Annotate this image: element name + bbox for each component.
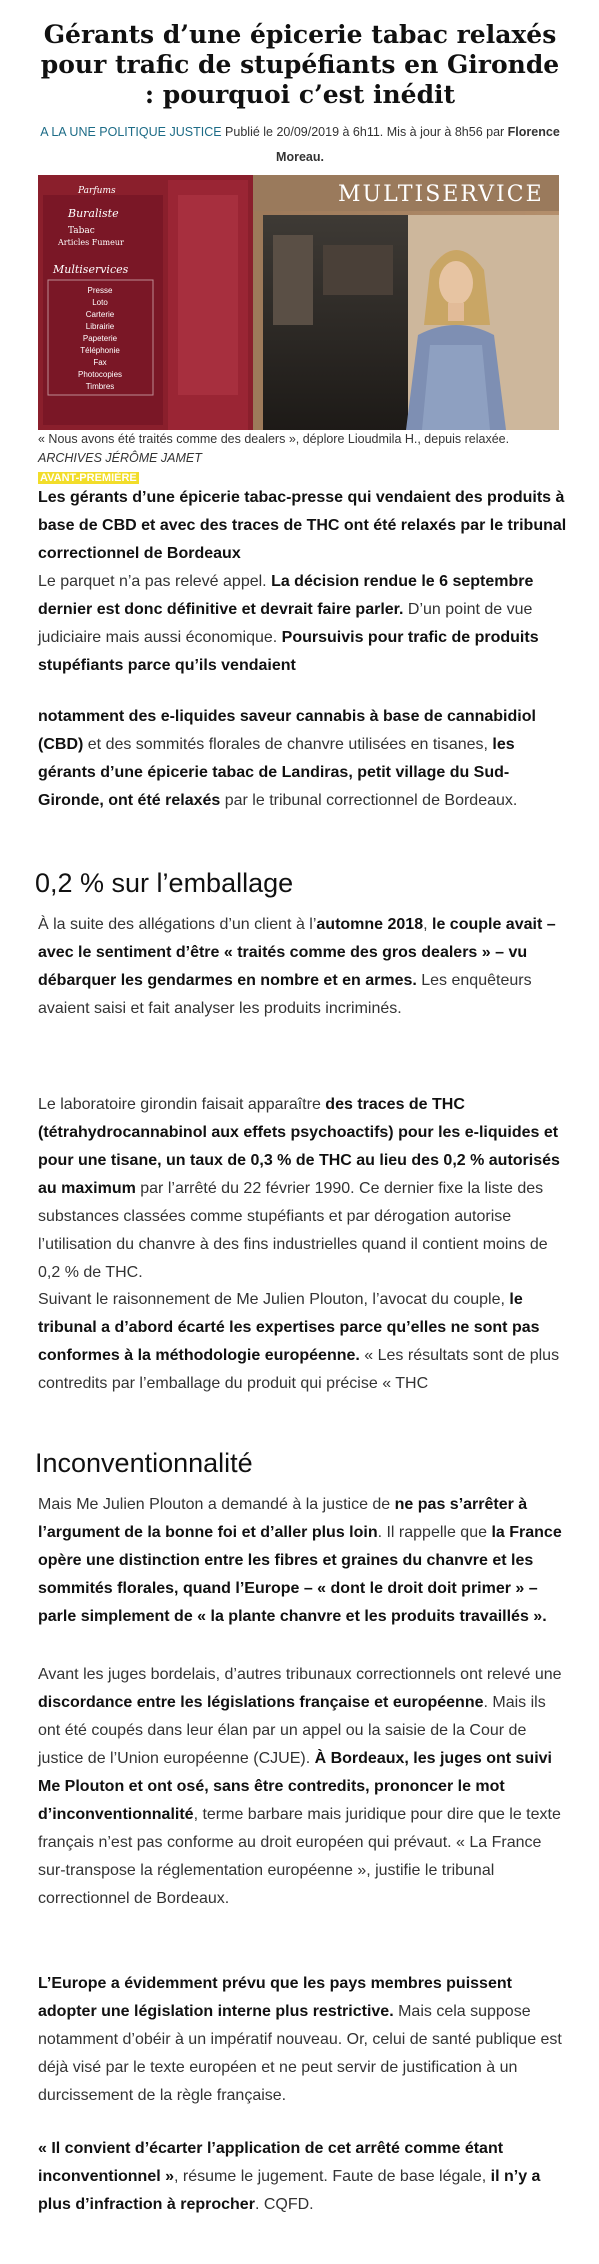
bold-text: le tribunal a d’abord écarté les expertises parce qu’elles ne sont pas conformes à la méthodologie européenne. — [38, 1291, 540, 1364]
caption-credit: ARCHIVES JÉRÔME JAMET — [38, 451, 202, 465]
bold-text: le couple avait – avec le sentiment d’être « traités comme des gros dealers » – vu débarquer les gendarmes en nombre et en armes. — [38, 916, 556, 989]
text-run: D’un point de vue judiciaire mais aussi économique. — [38, 601, 533, 646]
text-run: Le laboratoire girondin faisait apparaître — [38, 1096, 326, 1113]
author-name[interactable]: Florence Moreau. — [276, 125, 560, 164]
window-label: Parfums — [78, 186, 116, 196]
text-run: , terme barbare mais juridique pour dire que le texte français n’est pas conforme au droit européen qui prévaut. « La France sur-transpose la réglementation européenne », justifie le tribunal correctionnel de Bordeaux. — [38, 1806, 561, 1907]
caption-text: « Nous avons été traités comme des dealers », déplore Lioudmila H., depuis relaxée. — [38, 432, 510, 446]
paragraph — [38, 911, 568, 1023]
window-label: Multiservices — [53, 263, 129, 276]
paragraph — [38, 1091, 568, 1287]
bold-text: « Il convient d’écarter l’application de cet arrêté comme étant inconventionnel » — [38, 2140, 504, 2185]
bold-text: Poursuivis pour trafic de produits stupéfiants parce qu’ils vendaient — [38, 629, 539, 674]
paragraph — [38, 1970, 568, 2110]
window-label: Fax — [93, 358, 107, 367]
bold-text: des traces de THC (tétrahydrocannabinol aux effets psychoactifs) pour les e-liquides et pour une tisane, un taux de 0,3 % de THC au lieu des 0,2 % autorisés au maximum — [38, 1096, 560, 1197]
window-label: Téléphonie — [80, 346, 120, 355]
paragraph — [38, 2135, 568, 2219]
window-label: Tabac — [68, 226, 95, 236]
text-run: À la suite des allégations d’un client à l’ — [38, 916, 317, 933]
window-label: Presse — [87, 286, 113, 295]
premium-badge: AVANT-PREMIÈRE — [40, 472, 137, 484]
text-run: , — [423, 916, 432, 933]
bold-text: La décision rendue le 6 septembre dernier est donc définitive et devrait faire parler. — [38, 573, 534, 618]
window-label: Timbres — [85, 382, 115, 391]
bold-text: notamment des e-liquides saveur cannabis à base de cannabidiol (CBD) — [38, 708, 536, 753]
text-run: Mais cela suppose notamment d’obéir à un impératif nouveau. Or, celui de santé publique est déjà visé par le texte européen et ne peut servir de justification à un durcissement de la règle française. — [38, 2003, 562, 2104]
section-heading: 0,2 % sur l’emballage — [35, 868, 294, 898]
text-run: Le parquet n’a pas relevé appel. — [38, 573, 272, 590]
photo-caption — [38, 430, 559, 487]
window-label: Carterie — [85, 310, 115, 319]
text-run: par l’arrêté du 22 février 1990. Ce dernier fixe la liste des substances classées comme stupéfiants et par dérogation autorise l’utilisation du chanvre à des fins industrielles quand il contient moins de 0,2 % de THC. — [38, 1180, 548, 1281]
article-meta — [40, 120, 560, 170]
bold-text: il n’y a plus d’infraction à reprocher — [38, 2168, 541, 2213]
text-run: . CQFD. — [254, 2196, 314, 2213]
bold-text: L’Europe a évidemment prévu que les pays membres puissent adopter une législation interne plus restrictive. — [38, 1975, 512, 2020]
window-label: Buraliste — [68, 207, 119, 220]
paragraph — [38, 1491, 568, 1631]
window-label: Librairie — [85, 322, 115, 331]
article-photo — [38, 175, 559, 430]
category-link[interactable]: A LA UNE — [40, 125, 96, 139]
category-link[interactable]: POLITIQUE — [99, 125, 166, 139]
bold-text: la France opère une distinction entre les fibres et graines du chanvre et les sommités florales, quand l’Europe – « dont le droit doit primer » – parle simplement de « la plante chanvre et les produits travaillés ». — [38, 1524, 562, 1625]
shop-sign: MULTISERVICE — [338, 182, 544, 207]
paragraph — [38, 703, 568, 815]
text-run: et des sommités florales de chanvre utilisées en tisanes, — [83, 736, 493, 753]
bold-text: discordance entre les législations française et européenne — [38, 1694, 484, 1711]
paragraph — [38, 568, 568, 680]
text-run: « Les résultats sont de plus contredits par l’emballage du produit qui précise « THC — [38, 1347, 560, 1392]
bold-text: ne pas s’arrêter à l’argument de la bonne foi et d’aller plus loin — [38, 1496, 528, 1541]
text-run: par le tribunal correctionnel de Bordeaux. — [220, 792, 518, 809]
bold-text: automne 2018 — [316, 916, 424, 933]
window-label: Photocopies — [77, 370, 123, 379]
publish-date: Publié le 20/09/2019 à 6h11. Mis à jour à 8h56 par — [225, 125, 505, 139]
text-run: , résume le jugement. Faute de base légale, — [174, 2168, 491, 2185]
paragraph — [38, 1286, 568, 1398]
window-label: Articles Fumeur — [58, 238, 124, 247]
text-run: . Il rappelle que — [377, 1524, 492, 1541]
window-label: Papeterie — [82, 334, 118, 343]
category-link[interactable]: JUSTICE — [169, 125, 222, 139]
bold-text: À Bordeaux, les juges ont suivi Me Plouton et ont osé, sans être contredits, prononcer le mot d’inconventionnalité — [38, 1750, 552, 1823]
bold-text: les gérants d’une épicerie tabac de Landiras, petit village du Sud-Gironde, ont été relaxés — [38, 736, 515, 809]
section-heading: Inconventionnalité — [35, 1448, 253, 1478]
window-label: Loto — [92, 298, 108, 307]
text-run: Suivant le raisonnement de Me Julien Plouton, l’avocat du couple, — [38, 1291, 510, 1308]
article-title: Gérants d’une épicerie tabac relaxés pour trafic de stupéfiants en Gironde : pourquoi c’est inédit — [40, 20, 560, 109]
text-run: . Mais ils ont été coupés dans leur élan par un appel ou la saisie de la Cour de justice de l’Union européenne (CJUE). — [38, 1694, 546, 1767]
paragraph — [38, 1661, 568, 1913]
shop-front-illustration — [38, 175, 559, 430]
lead-text: Les gérants d’une épicerie tabac-presse qui vendaient des produits à base de CBD et avec des traces de THC ont été relaxés par le tribunal correctionnel de Bordeaux — [38, 489, 567, 562]
text-run: Avant les juges bordelais, d’autres tribunaux correctionnels ont relevé une — [38, 1666, 562, 1683]
text-run: Les enquêteurs avaient saisi et fait analyser les produits incriminés. — [38, 972, 532, 1017]
article-lead — [38, 484, 568, 568]
text-run: Mais Me Julien Plouton a demandé à la justice de — [38, 1496, 395, 1513]
